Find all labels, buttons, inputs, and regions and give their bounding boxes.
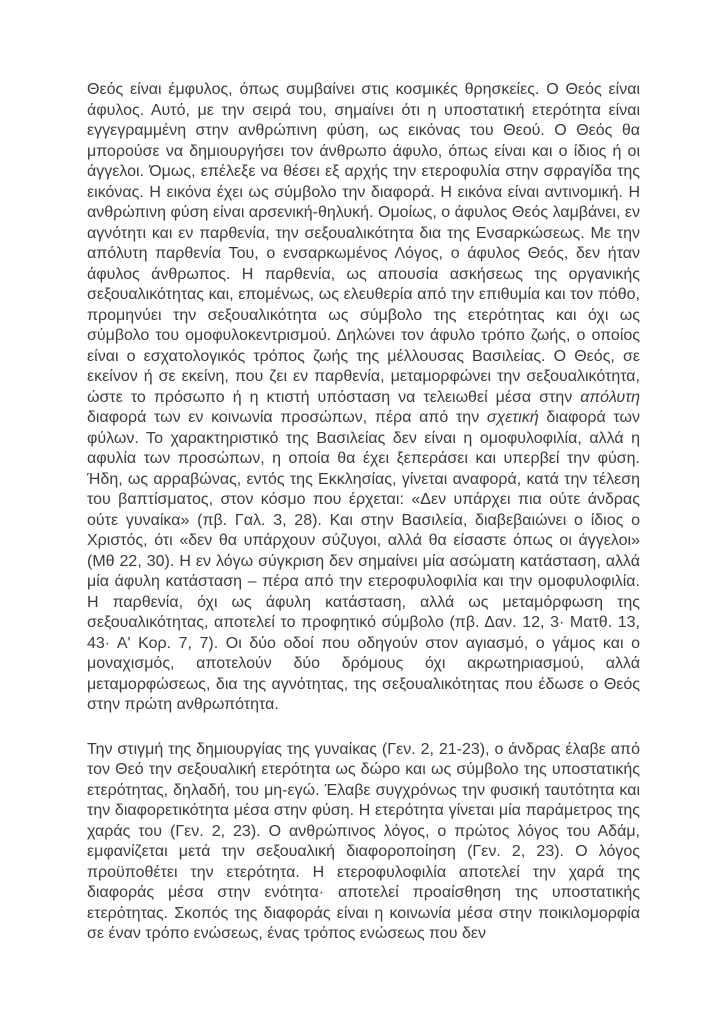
text-block [87,80,640,945]
paragraph: Θεός είναι έμφυλος, όπως συμβαίνει στις κοσμικές θρησκείες. Ο Θεός είναι άφυλος. Αυτό, με την σειρά του, σημαίνει ότι η υποστατική ετερότητα είναι εγγεγραμμένη στην ανθρώπινη φύση, ως εικόνας του Θεού. Ο Θεός θα μπορούσε να δημιουργήσει τον άνθρωπο άφυλο, όπως είναι και ο ίδιος ή οι άγγελοι. Όμως, επέλεξε να θέσει εξ αρχής την ετεροφυλία στην σφραγίδα της εικόνας. Η εικόνα έχει ως σύμβολο την διαφορά. Η εικόνα είναι αντινομική. Η ανθρώπινη φύση είναι αρσενική-θηλυκή. Ομοίως, ο άφυλος Θεός λαμβάνει, εν αγνότητι και εν παρθενία, την σεξουαλικότητα δια της Ενσαρκώσεως. Με την απόλυτη παρθενία Του, ο ενσαρκωμένος Λόγος, ο άφυλος Θεός, δεν ήταν άφυλος άνθρωπος. Η παρθενία, ως απουσία ασκήσεως της οργανικής σεξουαλικότητας και, επομένως, ως ελευθερία από την επιθυμία και τον πόθο, προμηνύει την σεξουαλικότητα ως σύμβολο της ετερότητας και όχι ως σύμβολο του ομοφυλοκεντρισμού. Δηλώνει τον άφυλο τρόπο ζωής, ο οποίος είναι ο εσχατολογικός τρόπος ζωής της μέλλουσας Βασιλείας. Ο Θεός, σε εκείνον ή σε εκείνη, που ζει εν παρθενία, μεταμορφώνει την σεξουαλικότητα, ώστε το πρόσωπο ή η κτιστή υπόσταση να τελειωθεί μέσα στην απόλυτη διαφορά των εν κοινωνία προσώπων, πέρα από την σχετική διαφορά των φύλων. Το χαρακτηριστικό της Βασιλείας δεν είναι η ομοφυλοφιλία, αλλά η αφυλία των προσώπων, η οποία θα έχει ξεπεράσει και υπερβεί την φύση. Ήδη, ως αρραβώνας, εντός της Εκκλησίας, γίνεται αναφορά, κατά την τέλεση του βαπτίσματος, στον κόσμο που έρχεται: «Δεν υπάρχει πια ούτε άνδρας ούτε γυναίκα» (πβ. Γαλ. 3, 28). Και στην Βασιλεία, διαβεβαιώνει ο ίδιος ο Χριστός, ότι «δεν θα υπάρχουν σύζυγοι, αλλά θα είσαστε όπως οι άγγελοι» (Μθ 22, 30). Η εν λόγω σύγκριση δεν σημαίνει μία ασώματη κατάσταση, αλλά μία άφυλη κατάσταση – πέρα από την ετεροφυλοφιλία και την ομοφυλοφιλία. Η παρθενία, όχι ως άφυλη κατάσταση, αλλά ως μεταμόρφωση της σεξουαλικότητας, αποτελεί το προφητικό σύμβολο (πβ. Δαν. 12, 3· Ματθ. 13, 43· Α' Κορ. 7, 7). Οι δύο οδοί που οδηγούν στον αγιασμό, ο γάμος και ο μοναχισμός, αποτελούν δύο δρόμους όχι ακρωτηριασμού, αλλά μεταμορφώσεως, δια της αγνότητας, της σεξουαλικότητας που έδωσε ο Θεός στην πρώτη ανθρωπότητα. [87,81,641,713]
paragraph: Την στιγμή της δημιουργίας της γυναίκας (Γεν. 2, 21-23), ο άνδρας έλαβε από τον Θεό την σεξουαλική ετερότητα ως δώρο και ως σύμβολο της υποστατικής ετερότητας, δηλαδή, του μη-εγώ. Έλαβε συγχρόνως την φυσική ταυτότητα και την διαφορετικότητα μέσα στην φύση. Η ετερότητα γίνεται μία παράμετρος της χαράς του (Γεν. 2, 23). Ο ανθρώπινος λόγος, ο πρώτος λόγος του Αδάμ, εμφανίζεται μετά την σεξουαλική διαφοροποίηση (Γεν. 2, 23). Ο λόγος προϋποθέτει την ετερότητα. Η ετεροφυλοφιλία αποτελεί την χαρά της διαφοράς μέσα στην ενότητα· αποτελεί προαίσθηση της υποστατικής ετερότητας. Σκοπός της διαφοράς είναι η κοινωνία μέσα στην ποικιλομορφία σε έναν τρόπο ενώσεως, ένας τρόπος ενώσεως που δεν [87,740,640,942]
italic-run: απόλυτη [580,388,640,406]
italic-run: σχετική [486,409,539,426]
